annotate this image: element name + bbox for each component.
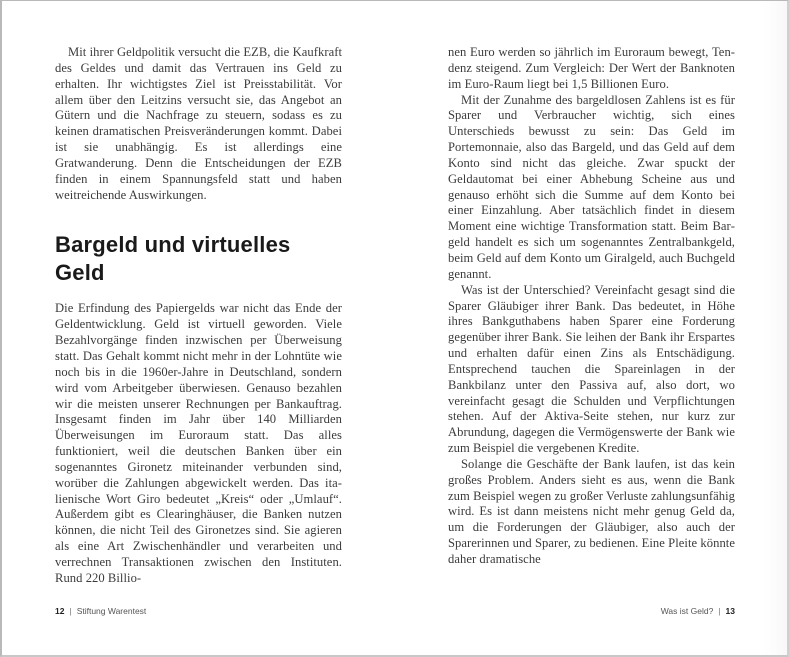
intro-text: [55, 45, 342, 203]
section-body: [55, 301, 342, 586]
footer-separator: |: [718, 605, 721, 616]
section-heading: Bargeld und virtuelles Geld: [55, 232, 291, 286]
spacer: [448, 568, 787, 605]
paragraph: nen Euro werden so jährlich im Euroraum bewegt, Tendenz steigend. Zum Vergleich: Der Wert der Banknoten im Euro-Raum liegt bei 1,5 Billionen Euro.: [448, 45, 735, 91]
running-title: Stiftung Warentest: [76, 605, 147, 616]
paragraph: Die Erfindung des Papiergelds war nicht das Ende der Geldentwicklung. Geld ist virtuell geworden. Viele Bezahlvorgänge finden inzwischen per Überweisung statt. Das Gehalt kommt nicht mehr in der Lohntüte wie noch bis in die 1960er-Jahre in Deutschland, sondern wird vom Arbeitgeber überwiesen. Genauso bezahlen wir die meisten unserer Rechnungen per Bankauftrag. Insgesamt finden im Jahr über 140 Milliarden Überweisungen im Euroraum statt. Das alles funktioniert, weil die deutschen Banken über ein sogenanntes Gironetz miteinander verbunden sind, worüber die Zahlungen abgewickelt werden. Das italienische Wort Giro bedeutet „Kreis“ oder „Umlauf“. Außerdem gibt es Clearinghäuser, die Banken nutzen können, die nicht Teil des Gironetzes sind. Sie agieren als eine Art Zwischenhändler und verarbeiten und verrechnen Transaktionen zwischen den Instituten. Rund 220 Billio-: [55, 301, 342, 585]
paragraph: Mit ihrer Geldpolitik versucht die EZB, die Kaufkraft des Geldes und damit das Vertrauen ins Geld zu erhalten. Ihr wichtigstes Ziel ist Preisstabilität. Vor allem über den Leitzins versucht sie, das Angebot an Gütern und die Nachfrage zu steuern, sodass es zu keinen dramatischen Preisveränderungen kommt. Dabei ist sie unabhängig. Es ist allerdings eine Gratwanderung. Denn die Entscheidungen der EZB finden in einem Spannungsfeld statt und haben weitreichende Auswirkungen.: [55, 45, 342, 202]
paragraph: Solange die Geschäfte der Bank laufen, ist das kein großes Problem. Anders sieht es aus, wenn die Bank zum Beispiel wegen zu großer Verluste zahlungsunfähig wird. Es ist dann meistens nicht mehr genug Geld da, um die Forderungen der Gläubiger, also auch der Sparerinnen und Sparer, zu bedienen. Eine Pleite könnte daher dramatische: [448, 456, 735, 566]
page-number: 13: [725, 605, 735, 616]
paragraph: Mit der Zunahme des bargeldlosen Zahlens ist es für Sparer und Verbraucher wichtig, sich eines Unterschieds bewusst zu sein: Das Geld im Portemonnaie, also das Bargeld, und das Geld auf dem Konto sind nicht das gleiche. Zwar spuckt der Geldautomat bei einer Abhebung Scheine aus und genauso erhöht sich die Summe auf dem Konto bei einer Einzahlung. Aber tatsächlich findet in diesem Moment eine wichtige Transformation statt. Beim Bargeld handelt es sich um sogenanntes Zentralbankgeld, beim Geld auf dem Konto um Giralgeld, auch Buchgeld genannt.: [448, 92, 735, 281]
left-footer: [55, 605, 342, 641]
left-page: [2, 1, 395, 655]
right-page: [395, 1, 787, 655]
paragraph: Was ist der Unterschied? Vereinfacht gesagt sind die Sparer Gläubiger ihrer Bank. Das bedeutet, in Höhe ihres Bankguthabens haben Sparer eine Forderung gegenüber ihrer Bank. Sie leihen der Bank ihr Erspartes und erhalten dafür einen Zins als Entschädigung. Entsprechend tauchen die Spareinlagen in der Bankbilanz unter den Passiva auf, also dort, wo vereinfacht gesagt die Schulden und Verpflichtungen stehen. Auf der Aktiva-Seite stehen, nur kurz zur Abrundung, dagegen die Vermögenswerte der Bank wie zum Beispiel die vergebenen Kredite.: [448, 282, 735, 456]
right-body-text: [448, 45, 735, 568]
page-number: 12: [55, 605, 65, 616]
right-footer: [448, 605, 735, 641]
footer-separator: |: [69, 605, 72, 616]
spacer: [55, 587, 395, 605]
running-title: Was ist Geld?: [660, 605, 714, 616]
